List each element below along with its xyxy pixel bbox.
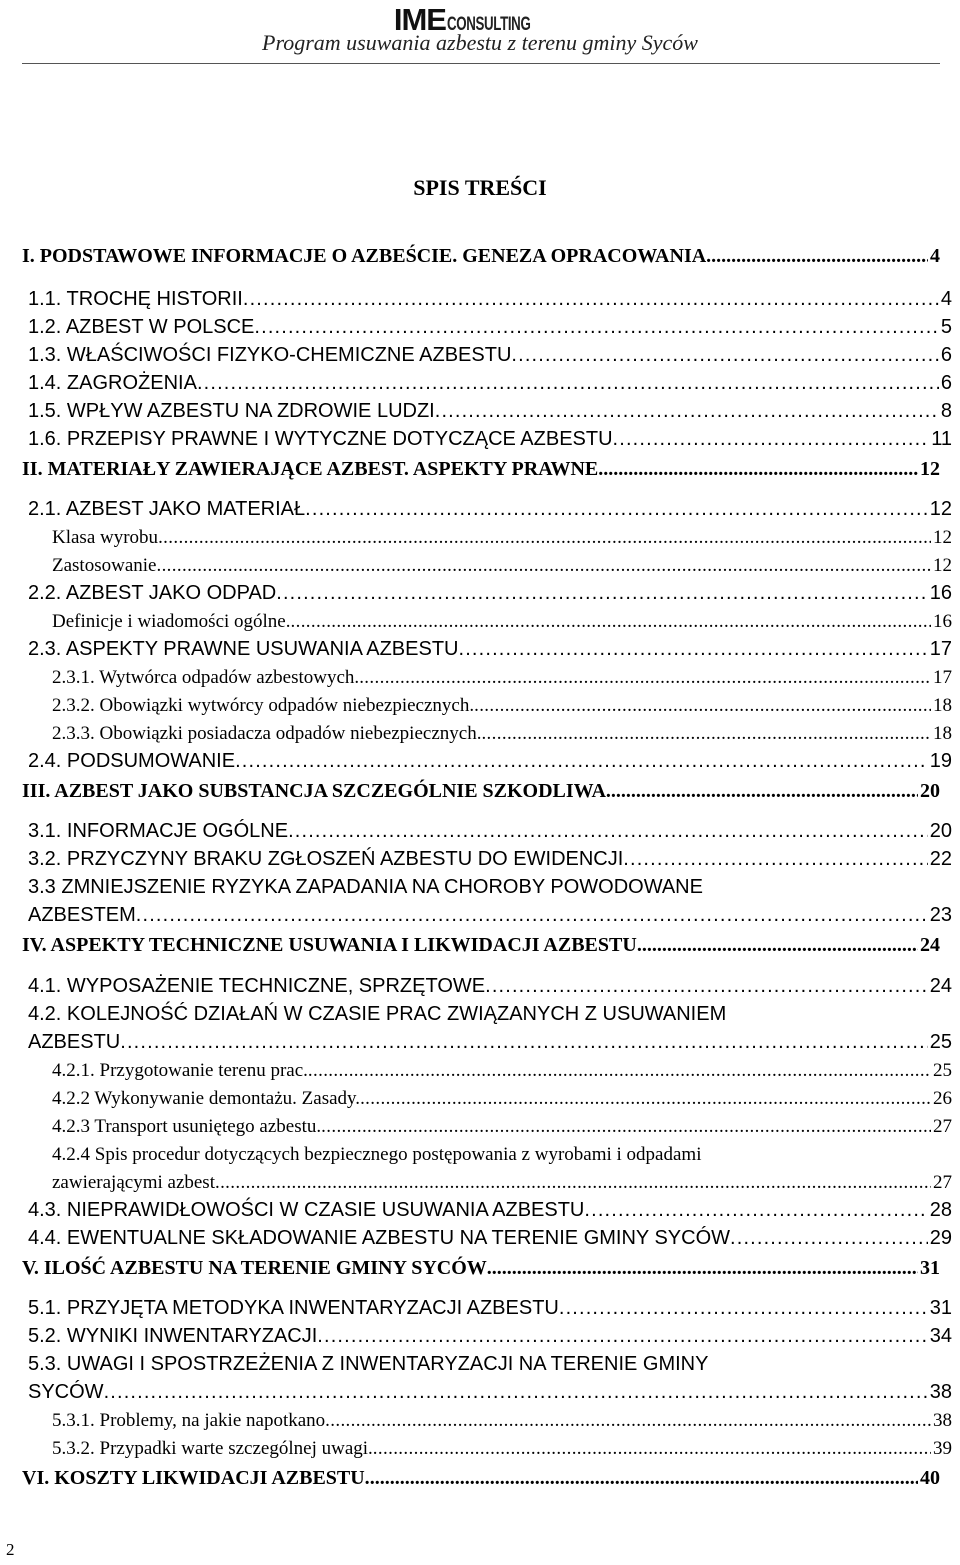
toc-entry[interactable]: 2.2. AZBEST JAKO ODPAD . . . 16 xyxy=(28,582,952,605)
toc-entry[interactable]: 1.5. WPŁYW AZBESTU NA ZDROWIE LUDZI . . . 8 xyxy=(28,400,952,423)
toc-entry[interactable]: 5.2. WYNIKI INWENTARYZACJI . . . 34 xyxy=(28,1325,952,1348)
toc-entry[interactable]: 2.3.2. Obowiązki wytwórcy odpadów niebezpiecznych. . . . 18 xyxy=(52,695,952,717)
toc-entry[interactable]: Klasa wyrobu . . . 12 xyxy=(52,527,952,549)
toc-entry[interactable]: 5.3.1. Problemy, na jakie napotkano . . . 38 xyxy=(52,1410,952,1432)
toc-entry[interactable]: AZBESTU . . . 25 xyxy=(28,1031,952,1054)
toc-entry[interactable]: VI. KOSZTY LIKWIDACJI AZBESTU. . . . 40 xyxy=(22,1467,940,1490)
toc-entry-line[interactable]: 5.3. UWAGI I SPOSTRZEŻENIA Z INWENTARYZACJI NA TERENIE GMINY xyxy=(28,1353,709,1375)
toc-entry[interactable]: zawierającymi azbest . . . 27 xyxy=(52,1172,952,1194)
toc-entry-line[interactable]: 4.2. KOLEJNOŚĆ DZIAŁAŃ W CZASIE PRAC ZWIĄZANYCH Z USUWANIEM xyxy=(28,1003,727,1025)
toc-entry[interactable]: 1.6. PRZEPISY PRAWNE I WYTYCZNE DOTYCZĄCE AZBESTU . . . 11 xyxy=(28,428,952,451)
toc-entry[interactable]: 2.3. ASPEKTY PRAWNE USUWANIA AZBESTU . . . 17 xyxy=(28,638,952,661)
toc-entry[interactable]: I. PODSTAWOWE INFORMACJE O AZBEŚCIE. GENEZA OPRACOWANIA. . . . 4 xyxy=(22,245,940,268)
toc-title: SPIS TREŚCI xyxy=(413,175,547,200)
toc-entry[interactable]: 4.1. WYPOSAŻENIE TECHNICZNE, SPRZĘTOWE . . . 24 xyxy=(28,975,952,998)
toc-entry[interactable]: 3.2. PRZYCZYNY BRAKU ZGŁOSZEŃ AZBESTU DO EWIDENCJI . . . 22 xyxy=(28,848,952,871)
toc-entry[interactable]: 5.1. PRZYJĘTA METODYKA INWENTARYZACJI AZBESTU . . . 31 xyxy=(28,1297,952,1320)
toc-entry[interactable]: AZBESTEM . . . 23 xyxy=(28,904,952,927)
document-subtitle: Program usuwania azbestu z terenu gminy Syców xyxy=(262,30,698,55)
toc-entry[interactable]: II. MATERIAŁY ZAWIERAJĄCE AZBEST. ASPEKTY PRAWNE. . . . 12 xyxy=(22,458,940,481)
toc-entry[interactable]: 2.1. AZBEST JAKO MATERIAŁ . . . 12 xyxy=(28,498,952,521)
header-divider xyxy=(22,63,940,64)
toc-entry[interactable]: 2.3.3. Obowiązki posiadacza odpadów niebezpiecznych. . . . 18 xyxy=(52,723,952,745)
toc-entry[interactable]: Definicje i wiadomości ogólne. . . . 16 xyxy=(52,611,952,633)
toc-entry[interactable]: 1.1. TROCHĘ HISTORII . . . 4 xyxy=(28,288,952,311)
toc-entry[interactable]: Zastosowanie . . . 12 xyxy=(52,555,952,577)
toc-entry[interactable]: 4.4. EWENTUALNE SKŁADOWANIE AZBESTU NA TERENIE GMINY SYCÓW . . . 29 xyxy=(28,1227,952,1250)
toc-entry[interactable]: 1.4. ZAGROŻENIA . . . 6 xyxy=(28,372,952,395)
toc-entry[interactable]: V. ILOŚĆ AZBESTU NA TERENIE GMINY SYCÓW . . . 31 xyxy=(22,1257,940,1280)
toc-entry[interactable]: III. AZBEST JAKO SUBSTANCJA SZCZEGÓLNIE SZKODLIWA . . . 20 xyxy=(22,780,940,803)
toc-entry-line[interactable]: 4.2.4 Spis procedur dotyczących bezpiecznego postępowania z wyrobami i odpadami xyxy=(52,1144,702,1165)
toc-entry-line[interactable]: 3.3 ZMNIEJSZENIE RYZYKA ZAPADANIA NA CHOROBY POWODOWANE xyxy=(28,876,703,898)
toc-entry[interactable]: 4.3. NIEPRAWIDŁOWOŚCI W CZASIE USUWANIA AZBESTU . . . 28 xyxy=(28,1199,952,1222)
logo-ime: IME xyxy=(393,2,446,37)
toc-entry[interactable]: 2.3.1. Wytwórca odpadów azbestowych. . . . 17 xyxy=(52,667,952,689)
page-number: 2 xyxy=(6,1540,15,1559)
toc-entry[interactable]: SYCÓW . . . 38 xyxy=(28,1381,952,1404)
toc-entry[interactable]: IV. ASPEKTY TECHNICZNE USUWANIA I LIKWIDACJI AZBESTU . . . 24 xyxy=(22,934,940,957)
toc-entry[interactable]: 4.2.2 Wykonywanie demontażu. Zasady. . . . 26 xyxy=(52,1088,952,1110)
toc-entry[interactable]: 4.2.3 Transport usuniętego azbestu. . . . 27 xyxy=(52,1116,952,1138)
toc-entry[interactable]: 3.1. INFORMACJE OGÓLNE . . . 20 xyxy=(28,820,952,843)
logo-consulting: CONSULTING xyxy=(446,14,531,35)
toc-entry[interactable]: 1.3. WŁAŚCIWOŚCI FIZYKO-CHEMICZNE AZBESTU . . . 6 xyxy=(28,344,952,367)
toc-entry[interactable]: 5.3.2. Przypadki warte szczególnej uwagi. . . . 39 xyxy=(52,1438,952,1460)
toc-entry[interactable]: 2.4. PODSUMOWANIE . . . 19 xyxy=(28,750,952,773)
toc-entry[interactable]: 1.2. AZBEST W POLSCE . . . 5 xyxy=(28,316,952,339)
toc-entry[interactable]: 4.2.1. Przygotowanie terenu prac. . . . 25 xyxy=(52,1060,952,1082)
